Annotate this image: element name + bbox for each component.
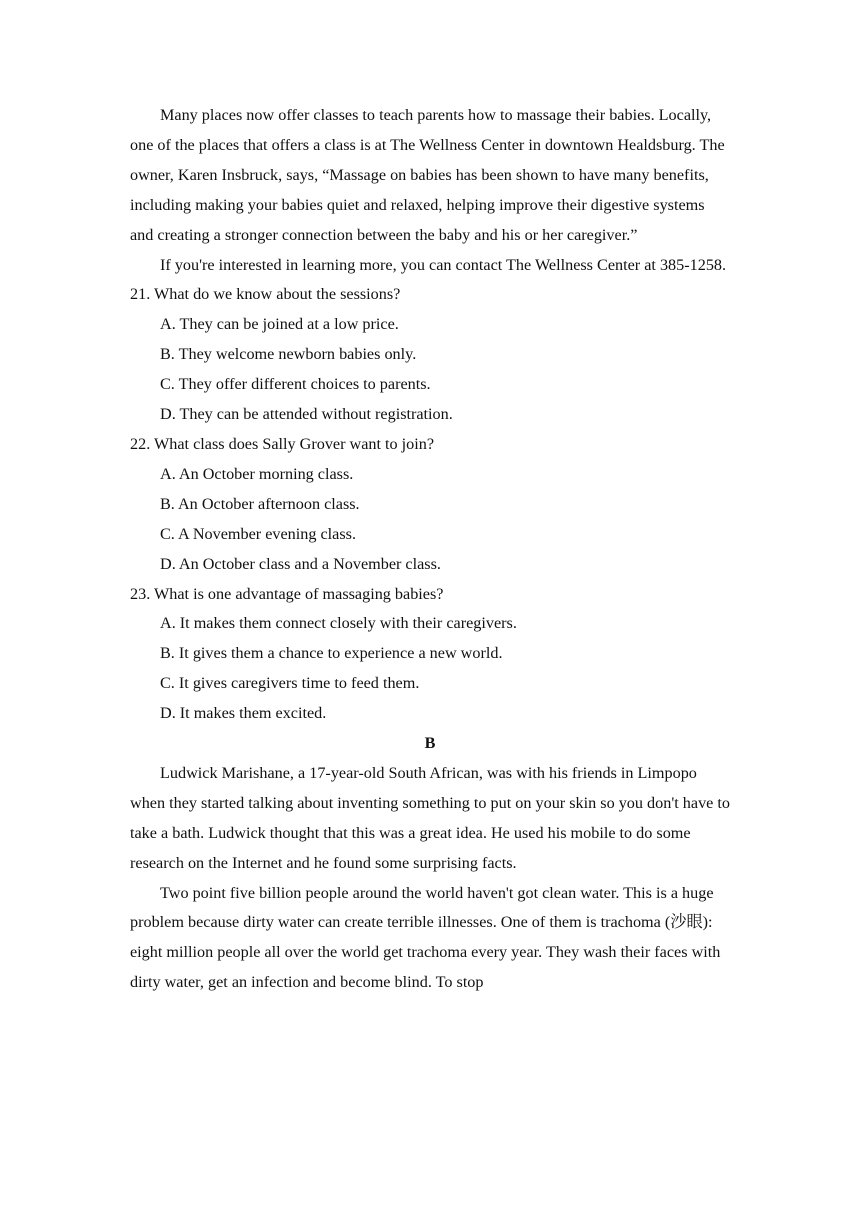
question-stem: 21. What do we know about the sessions?: [130, 285, 401, 304]
passage-b-paragraph-1: Ludwick Marishane, a 17-year-old South African, was with his friends in Limpopo when they started talking about inventing something to put on your skin so you don't have to take a bath. Ludwick thought that this was a great idea. He used his mobile to do some research on the Internet and he found some surprising facts.: [130, 763, 730, 872]
option-b: B. It gives them a chance to experience a new world.: [160, 644, 503, 663]
option-b: B. An October afternoon class.: [160, 494, 360, 513]
question-23: [130, 580, 730, 730]
option-a: A. An October morning class.: [160, 464, 354, 483]
passage-a-paragraph-2: If you're interested in learning more, you can contact The Wellness Center at 385-1258.: [160, 255, 727, 274]
option-c: C. It gives caregivers time to feed them.: [160, 674, 420, 693]
passage-b-paragraph-2: Two point five billion people around the world haven't got clean water. This is a huge problem because dirty water can create terrible illnesses. One of them is trachoma (沙眼): eight million people all over the world get trachoma every year. They wash their faces with dirty water, get an infection and become blind. To stop: [130, 883, 721, 992]
question-stem: 22. What class does Sally Grover want to join?: [130, 434, 435, 453]
option-c: C. A November evening class.: [160, 524, 357, 543]
option-a: A. It makes them connect closely with their caregivers.: [160, 614, 517, 633]
question-stem: 23. What is one advantage of massaging babies?: [130, 584, 444, 603]
option-c: C. They offer different choices to parents.: [160, 375, 431, 394]
question-21: [130, 280, 730, 430]
section-title-b: B: [424, 734, 436, 753]
option-b: B. They welcome newborn babies only.: [160, 345, 417, 364]
document-page: [130, 101, 730, 998]
option-d: D. They can be attended without registration.: [160, 405, 453, 424]
option-d: D. An October class and a November class.: [160, 554, 441, 573]
question-22: [130, 430, 730, 580]
option-a: A. They can be joined at a low price.: [160, 315, 399, 334]
option-d: D. It makes them excited.: [160, 704, 327, 723]
passage-a-paragraph-1: Many places now offer classes to teach parents how to massage their babies. Locally, one of the places that offers a class is at The Wellness Center in downtown Healdsburg. The owner, Karen Insbruck, says, “Massage on babies has been shown to have many benefits, including making your babies quiet and relaxed, helping improve their digestive systems and creating a stronger connection between the baby and his or her caregiver.”: [130, 106, 725, 244]
